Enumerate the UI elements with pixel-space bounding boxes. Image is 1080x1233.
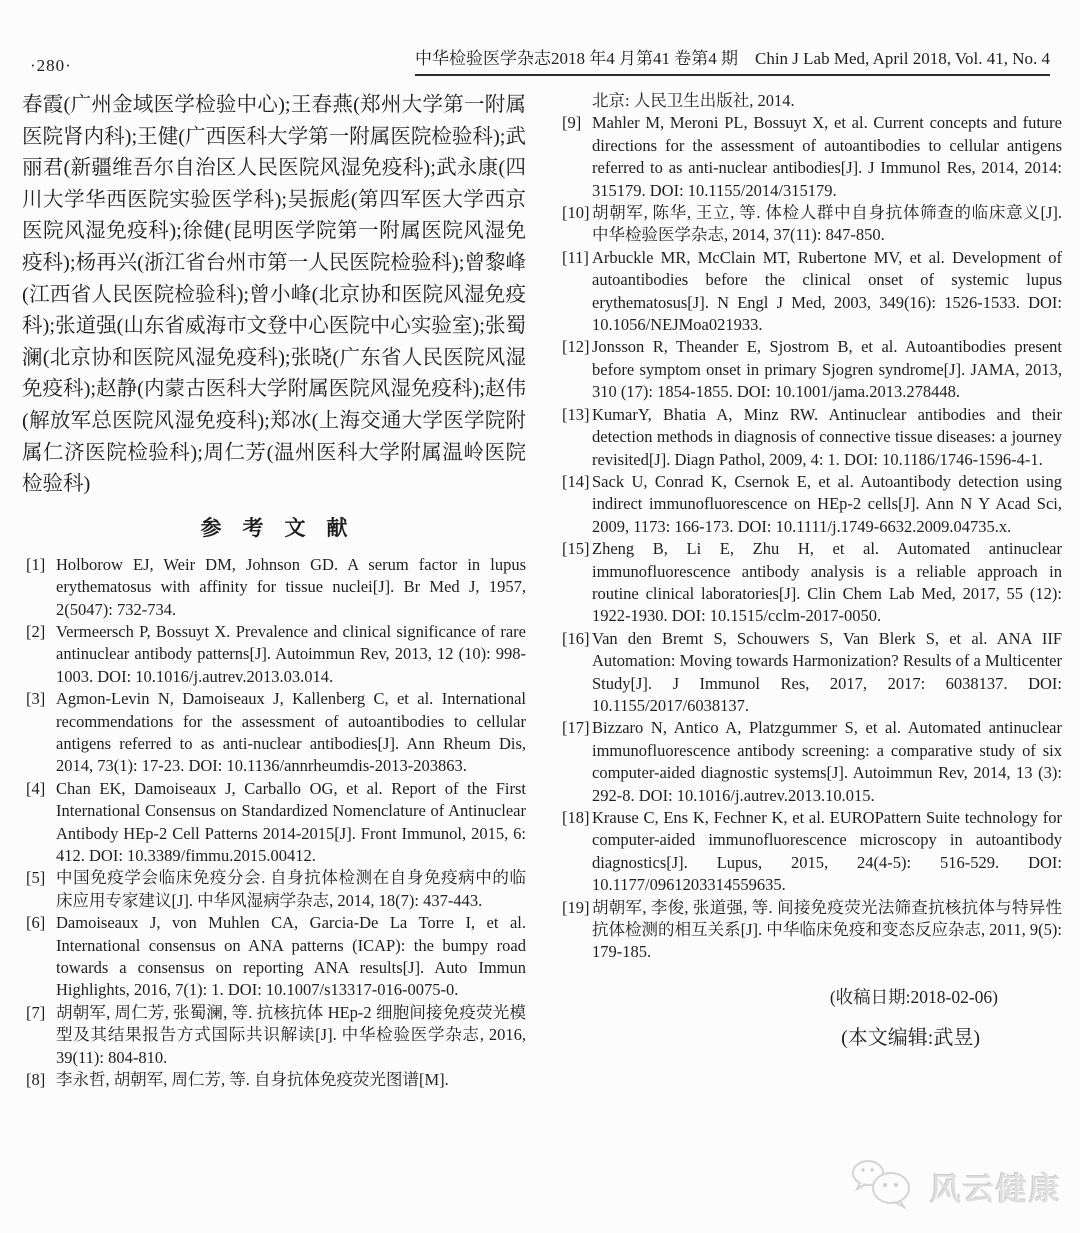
reference-text: Vermeersch P, Bossuyt X. Prevalence and clinical significance of rare antinuclear antibody patterns[J]. Autoimmun Rev, 2013, 12 (10): 998-1003. DOI: 10.1016/j.autrev.2013.03.014. (56, 621, 526, 686)
reference-number: [15] (562, 539, 590, 559)
reference-text: 胡朝军, 周仁芳, 张蜀澜, 等. 抗核抗体 HEp-2 细胞间接免疫荧光模型及其结果报告方式国际共识解读[J]. 中华检验医学杂志, 2016, 39(11): 804-810. (56, 1002, 526, 1067)
reference-text: Krause C, Ens K, Fechner K, et al. EUROPattern Suite technology for computer-aided immunofluorescence microscopy in autoantibody diagnostics[J]. Lupus, 2015, 24(4-5): 516-529. DOI: 10.1177/0961203314559635. (592, 808, 1062, 895)
reference-number: [5] (26, 868, 46, 888)
left-column (22, 90, 526, 1091)
reference-text: 北京: 人民卫生出版社, 2014. (592, 91, 795, 110)
reference-text: Arbuckle MR, McClain MT, Rubertone MV, et al. Development of autoantibodies before the clinical onset of systemic lupus erythematosus[J]. N Engl J Med, 2003, 349(16): 1526-1533. DOI: 10.1056/NEJMoa021933. (592, 247, 1062, 335)
reference-number: [14] (562, 471, 590, 491)
reference-item (22, 867, 526, 912)
received-date: (收稿日期:2018-02-06) (829, 986, 998, 1007)
reference-text: 胡朝军, 李俊, 张道强, 等. 间接免疫荧光法筛查抗核抗体与特异性抗体检测的相互关系[J]. 中华临床免疫和变态反应杂志, 2011, 9(5): 179-185. (592, 897, 1062, 962)
reference-text: Bizzaro N, Antico A, Platzgummer S, et al. Automated antinuclear immunofluorescence antibody screening: a comparative study of six computer-aided diagnostic systems[J]. Autoimmun Rev, 2014, 13 (3): 292-8. DOI: 10.1016/j.autrev.2013.10.015. (592, 718, 1062, 805)
reference-item (558, 807, 1062, 897)
reference-number: [6] (26, 913, 46, 933)
reference-text: Jonsson R, Theander E, Sjostrom B, et al. Autoantibodies present before symptom onset in primary Sjogren syndrome[J]. JAMA, 2013, 310 (17): 1854-1855. DOI: 10.1001/jama.2013.278448. (592, 337, 1062, 402)
reference-item-continuation (558, 90, 1062, 112)
reference-number: [7] (26, 1002, 46, 1022)
references-heading: 参 考 文 献 (200, 515, 348, 540)
editor-note: (本文编辑:武昱) (841, 1026, 980, 1049)
references-list-right (558, 90, 1062, 964)
reference-item (22, 688, 526, 778)
reference-item (558, 112, 1062, 202)
reference-number: [2] (26, 621, 46, 641)
reference-number: [9] (562, 113, 582, 133)
reference-item (558, 247, 1062, 337)
reference-item (22, 912, 526, 1002)
page-header (30, 44, 1050, 76)
reference-item (22, 554, 526, 621)
reference-text: Chan EK, Damoiseaux J, Carballo OG, et al. Report of the First International Consensus on Standardized Nomenclature of Antinuclear Antibody HEp-2 Cell Patterns 2014-2015[J]. Front Immunol, 2015, 6: 412. DOI: 10.3389/fimmu.2015.00412. (56, 778, 526, 865)
reference-number: [19] (562, 897, 590, 917)
reference-text: Zheng B, Li E, Zhu H, et al. Automated antinuclear immunofluorescence antibody analysis is a reliable approach in routine clinical laboratories[J]. Clin Chem Lab Med, 2017, 55 (12): 1922-1930. DOI: 10.1515/cclm-2017-0050. (592, 539, 1062, 626)
reference-item (558, 538, 1062, 628)
reference-number: [17] (562, 718, 590, 738)
reference-number: [4] (26, 778, 46, 798)
reference-text: Holborow EJ, Weir DM, Johnson GD. A serum factor in lupus erythematosus with affinity for tissue nuclei[J]. Br Med J, 1957, 2(5047): 732-734. (56, 554, 526, 619)
reference-number: [10] (562, 203, 590, 223)
watermark (848, 1158, 1062, 1215)
reference-item (558, 336, 1062, 403)
reference-number: [8] (26, 1070, 46, 1090)
reference-item (22, 621, 526, 688)
reference-number: [18] (562, 808, 590, 827)
reference-text: Damoiseaux J, von Muhlen CA, Garcia-De La Torre I, et al. International consensus on ANA patterns (ICAP): the bumpy road towards a consensus on reporting ANA results[J]. Auto Immun Highlights, 2016, 7(1): 1. DOI: 10.1007/s13317-016-0075-0. (56, 913, 526, 1000)
reference-item (558, 717, 1062, 807)
reference-text: Sack U, Conrad K, Csernok E, et al. Autoantibody detection using indirect immunofluorescence on HEp-2 cells[J]. Ann N Y Acad Sci, 2009, 1173: 166-173. DOI: 10.1111/j.1749-6632.2009.04735.x. (592, 471, 1062, 536)
page-body (22, 90, 1062, 1091)
reference-item (22, 778, 526, 868)
reference-number: [12] (562, 337, 590, 357)
reference-text: Mahler M, Meroni PL, Bossuyt X, et al. Current concepts and future directions for the assessment of autoantibodies to cellular antigens referred to as anti-nuclear antibodies[J]. J Immunol Res, 2014, 2014: 315179. DOI: 10.1155/2014/315179. (592, 113, 1062, 200)
reference-text: Van den Bremt S, Schouwers S, Van Blerk S, et al. ANA IIF Automation: Moving towards Harmonization? Results of a Multicenter Study[J]. J Immunol Res, 2017, 2017: 6038137. DOI: 10.1155/2017/6038137. (592, 628, 1062, 715)
reference-number: [1] (26, 554, 46, 574)
reference-text: Agmon-Levin N, Damoiseaux J, Kallenberg C, et al. International recommendations for the assessment of autoantibodies to cellular antigens referred to as anti-nuclear antibodies[J]. Ann Rheum Dis, 2014, 73(1): 17-23. DOI: 10.1136/annrheumdis-2013-203863. (56, 689, 526, 776)
reference-text: 中国免疫学会临床免疫分会. 自身抗体检测在自身免疫病中的临床应用专家建议[J]. 中华风湿病学杂志, 2014, 18(7): 437-443. (56, 868, 526, 910)
reference-number: [11] (562, 247, 589, 267)
reference-text: KumarY, Bhatia A, Minz RW. Antinuclear antibodies and their detection methods in diagnosis of connective tissue diseases: a journey revisited[J]. Diagn Pathol, 2009, 4: 1. DOI: 10.1186/1746-1596-4-1. (592, 404, 1062, 469)
reference-number: [13] (562, 404, 590, 424)
reference-item (558, 897, 1062, 964)
reference-number: [3] (26, 689, 46, 709)
reference-text: 李永哲, 胡朝军, 周仁芳, 等. 自身抗体免疫荧光图谱[M]. (56, 1070, 449, 1090)
reference-item (22, 1002, 526, 1069)
right-column (558, 90, 1062, 1091)
watermark-label: 风云健康 (930, 1172, 1062, 1207)
reference-item (558, 628, 1062, 718)
reference-item (558, 471, 1062, 538)
author-affiliations: 春霞(广州金域医学检验中心);王春燕(郑州大学第一附属医院肾内科);王健(广西医科大学第一附属医院检验科);武丽君(新疆维吾尔自治区人民医院风湿免疫科);武永康(四川大学华西医院实验医学科);吴振彪(第四军医大学西京医院风湿免疫科);徐健(昆明医学院第一附属医院风湿免疫科);杨再兴(浙江省台州市第一人民医院检验科);曾黎峰(江西省人民医院检验科);曾小峰(北京协和医院风湿免疫科);张道强(山东省威海市文登中心医院中心实验室);张蜀澜(北京协和医院风湿免疫科);张晓(广东省人民医院风湿免疫科);赵静(内蒙古医科大学附属医院风湿免疫科);赵伟(解放军总医院风湿免疫科);郑冰(上海交通大学医学院附属仁济医院检验科);周仁芳(温州医科大学附属温岭医院检验科) (22, 94, 526, 496)
reference-text: 胡朝军, 陈华, 王立, 等. 体检人群中自身抗体筛查的临床意义[J]. 中华检验医学杂志, 2014, 37(11): 847-850. (592, 203, 1062, 245)
wechat-icon (848, 1158, 920, 1215)
page-number: ·280· (30, 56, 72, 75)
reference-number: [16] (562, 628, 590, 648)
journal-title: 中华检验医学杂志2018 年4 月第41 卷第4 期 Chin J Lab Med, April 2018, Vol. 41, No. 4 (415, 44, 1050, 76)
references-list-left (22, 554, 526, 1092)
reference-item (22, 1069, 526, 1091)
reference-item (558, 202, 1062, 247)
reference-item (558, 404, 1062, 471)
